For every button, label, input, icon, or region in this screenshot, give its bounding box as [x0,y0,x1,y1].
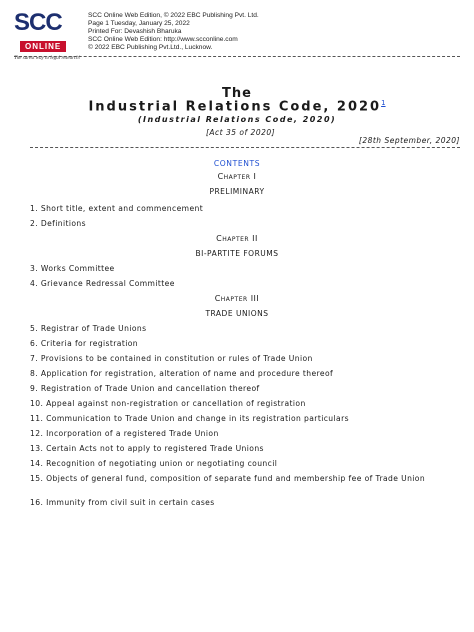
meta-line: Page 1 Tuesday, January 25, 2022 [88,20,190,27]
toc-item[interactable]: 7. Provisions to be contained in constitution or rules of Trade Union [30,354,313,363]
footnote-link[interactable]: 1 [381,99,386,107]
chapter-label: Chapter I [217,172,257,181]
toc-item[interactable]: 2. Definitions [30,219,86,228]
toc-item[interactable]: 10. Appeal against non-registration or cancellation of registration [30,399,306,408]
doc-title [0,99,474,114]
chapter-name: TRADE UNIONS [205,309,269,318]
header-meta [88,12,259,52]
toc-item[interactable]: 6. Criteria for registration [30,339,139,348]
toc-item[interactable]: 8. Application for registration, alteration of name and procedure thereof [30,369,334,378]
meta-line: SCC Online Web Edition: http://www.scconline.com [88,36,238,43]
toc-item[interactable]: 1. Short title, extent and commencement [30,204,204,213]
chapter-name: BI-PARTITE FORUMS [195,249,279,258]
act-number: [Act 35 of 2020] [206,128,276,137]
meta-line: Printed For: Devashish Bharuka [88,28,182,35]
toc-item[interactable]: 12. Incorporation of a registered Trade Union [30,429,219,438]
toc-item[interactable]: 5. Registrar of Trade Unions [30,324,147,333]
toc-item[interactable]: 14. Recognition of negotiating union or negotiating council [30,459,278,468]
scc-online-logo [14,9,84,61]
chapter-name: PRELIMINARY [209,187,265,196]
doc-subtitle: (Industrial Relations Code, 2020) [137,115,337,124]
page-header [14,9,460,61]
logo-sub: ONLINE [20,41,66,52]
logo-tagline: The surest way to legal research! [14,56,81,61]
chapter-label: Chapter II [216,234,258,243]
title-divider [30,147,460,148]
toc-item[interactable]: 15. Objects of general fund, composition of separate fund and membership fee of Trade Union [30,474,426,483]
header-divider [14,56,460,57]
toc-item[interactable]: 9. Registration of Trade Union and cancellation thereof [30,384,260,393]
doc-title-the: The [222,86,252,101]
toc-item[interactable]: 4. Grievance Redressal Committee [30,279,175,288]
contents-heading[interactable]: CONTENTS [213,159,261,168]
toc-item[interactable]: 3. Works Committee [30,264,115,273]
doc-title-text: Industrial Relations Code, 2020 [88,99,382,115]
meta-line: SCC Online Web Edition, © 2022 EBC Publishing Pvt. Ltd. [88,12,259,19]
toc-item[interactable]: 11. Communication to Trade Union and change in its registration particulars [30,414,349,423]
act-date: [28th September, 2020] [358,136,460,145]
logo-text: SCC [14,9,62,36]
chapter-label: Chapter III [214,294,260,303]
toc-item[interactable]: 13. Certain Acts not to apply to registered Trade Unions [30,444,264,453]
meta-line: © 2022 EBC Publishing Pvt.Ltd., Lucknow. [88,44,213,51]
toc-item[interactable]: 16. Immunity from civil suit in certain cases [30,498,215,507]
